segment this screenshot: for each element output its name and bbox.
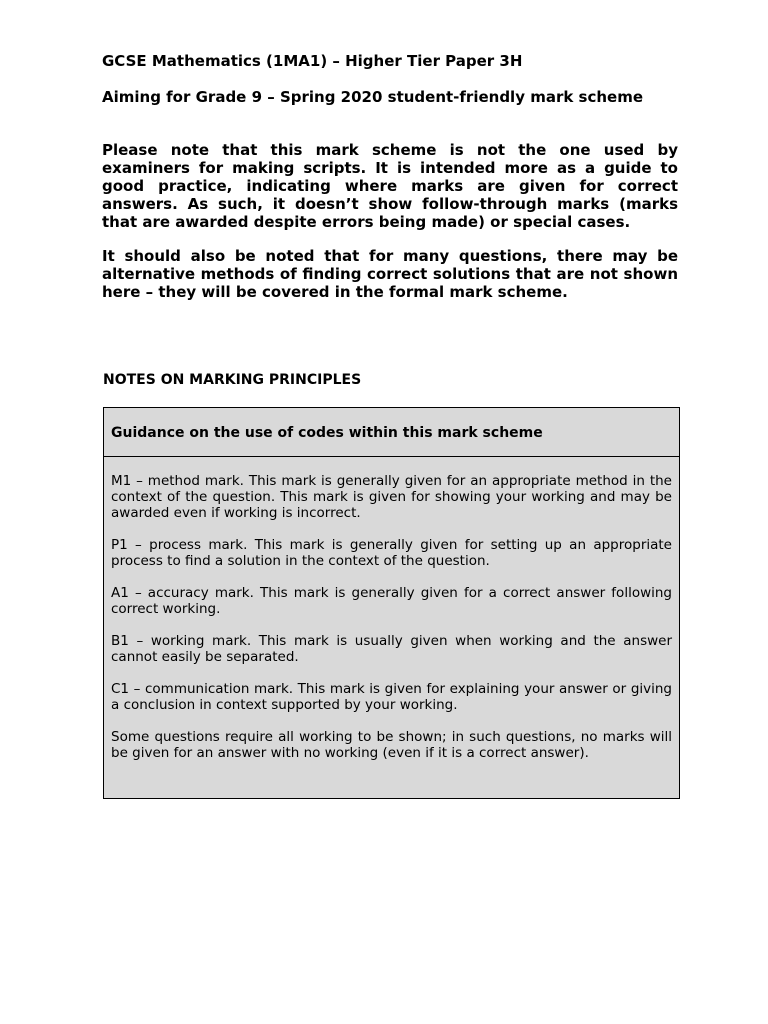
section-heading: NOTES ON MARKING PRINCIPLES	[103, 372, 362, 388]
intro-paragraph: It should also be noted that for many questions, there may be alternative methods of finding correct solutions that are not shown here – they will be covered in the formal mark scheme.	[102, 247, 678, 301]
guidance-item-a1: A1 – accuracy mark. This mark is generally given for a correct answer following correct working.	[111, 585, 672, 617]
guidance-item-c1: C1 – communication mark. This mark is given for explaining your answer or giving a conclusion in context supported by your working.	[111, 681, 672, 713]
guidance-table	[103, 407, 680, 799]
guidance-table-header: Guidance on the use of codes within this mark scheme	[104, 408, 679, 457]
guidance-item-working-note: Some questions require all working to be shown; in such questions, no marks will be given for an answer with no working (even if it is a correct answer).	[111, 729, 672, 761]
guidance-item-m1: M1 – method mark. This mark is generally given for an appropriate method in the context of the question. This mark is given for showing your working and may be awarded even if working is incorrect.	[111, 473, 672, 521]
guidance-table-body	[104, 457, 679, 798]
document-subtitle: Aiming for Grade 9 – Spring 2020 student-friendly mark scheme	[102, 88, 644, 106]
intro-paragraph: Please note that this mark scheme is not the one used by examiners for making scripts. It is intended more as a guide to good practice, indicating where marks are given for correct answers. As such, it doesn’t show follow-through marks (marks that are awarded despite errors being made) or special cases.	[102, 141, 678, 231]
guidance-item-b1: B1 – working mark. This mark is usually given when working and the answer cannot easily be separated.	[111, 633, 672, 665]
guidance-item-p1: P1 – process mark. This mark is generally given for setting up an appropriate process to find a solution in the context of the question.	[111, 537, 672, 569]
document-title: GCSE Mathematics (1MA1) – Higher Tier Paper 3H	[102, 52, 523, 70]
